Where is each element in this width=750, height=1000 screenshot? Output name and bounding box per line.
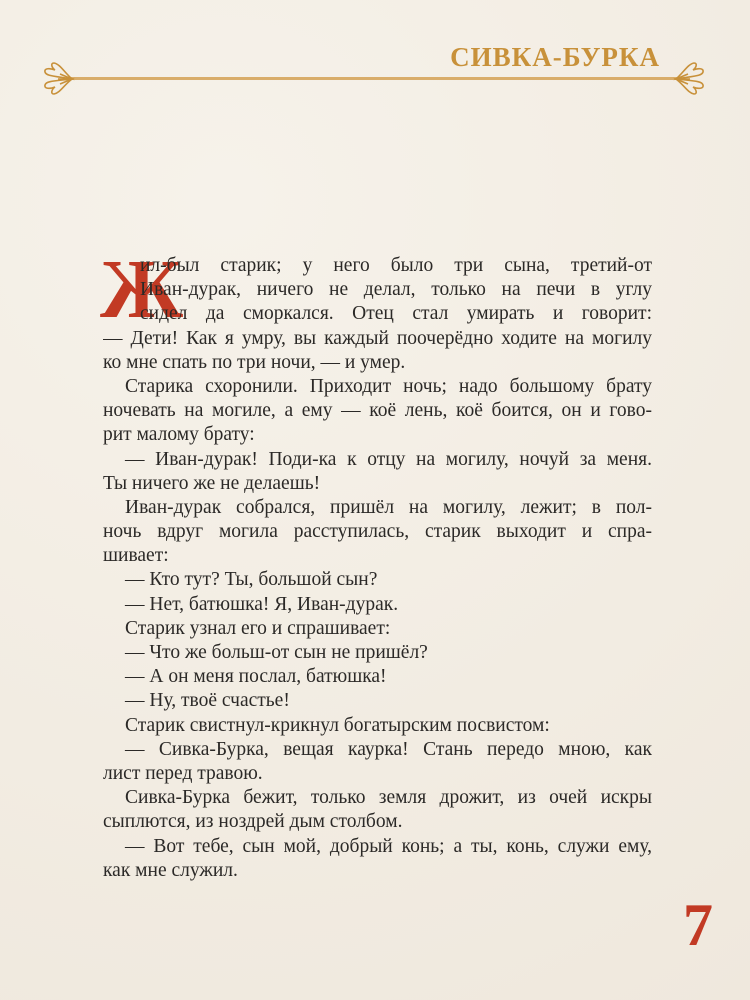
text-line: — Кто тут? Ты, большой сын? — [125, 569, 378, 591]
page-number: 7 — [683, 892, 713, 958]
drop-cap: Ж — [100, 243, 184, 336]
story-text — [103, 254, 652, 883]
text-line: ночевать на могиле, а ему — коё лень, коё боится, он и гово- — [103, 400, 652, 422]
text-line: рит малому брату: — [103, 424, 255, 446]
floral-ornament-icon — [38, 58, 78, 98]
text-line: Иван-дурак, ничего не делал, только на печи в углу — [140, 279, 652, 301]
text-line: ил-был старик; у него было три сына, третий-от — [140, 255, 652, 276]
text-line: — Сивка-Бурка, вещая каурка! Стань передо мною, как — [125, 738, 652, 760]
text-line: как мне служил. — [103, 859, 238, 881]
header-rule — [70, 77, 680, 80]
text-line: Старик свистнул-крикнул богатырским посвистом: — [125, 714, 550, 736]
text-line: сыплются, из ноздрей дым столбом. — [103, 811, 403, 833]
text-line: Иван-дурак собрался, пришёл на могилу, лежит; в пол- — [125, 496, 652, 518]
text-line: ко мне спать по три ночи, — и умер. — [103, 351, 406, 373]
text-line: — Что же больш-от сын не пришёл? — [125, 642, 428, 663]
text-line: — Дети! Как я умру, вы каждый поочерёдно ходите на могилу — [103, 327, 652, 349]
text-line: ночь вдруг могила расступилась, старик выходит и спра- — [103, 521, 652, 543]
text-line: — Вот тебе, сын мой, добрый конь; а ты, конь, служи ему, — [125, 835, 652, 857]
text-line: Старик узнал его и спрашивает: — [125, 617, 391, 639]
text-line: Старика схоронили. Приходит ночь; надо большому брату — [125, 375, 652, 397]
text-line: Сивка-Бурка бежит, только земля дрожит, из очей искры — [125, 787, 652, 809]
text-line: — А он меня послал, батюшка! — [125, 666, 387, 688]
text-line: — Ну, твоё счастье! — [125, 690, 290, 712]
text-line: сидел да сморкался. Отец стал умирать и говорит: — [140, 303, 652, 325]
running-title: СИВКА-БУРКА — [450, 42, 660, 72]
text-line: шивает: — [103, 545, 169, 567]
text-line: — Иван-дурак! Поди-ка к отцу на могилу, ночуй за меня. — [125, 448, 652, 470]
text-line: — Нет, батюшка! Я, Иван-дурак. — [125, 593, 399, 615]
text-line: лист перед травою. — [103, 762, 263, 784]
text-line: Ты ничего же не делаешь! — [103, 472, 321, 494]
floral-ornament-icon — [670, 58, 710, 98]
